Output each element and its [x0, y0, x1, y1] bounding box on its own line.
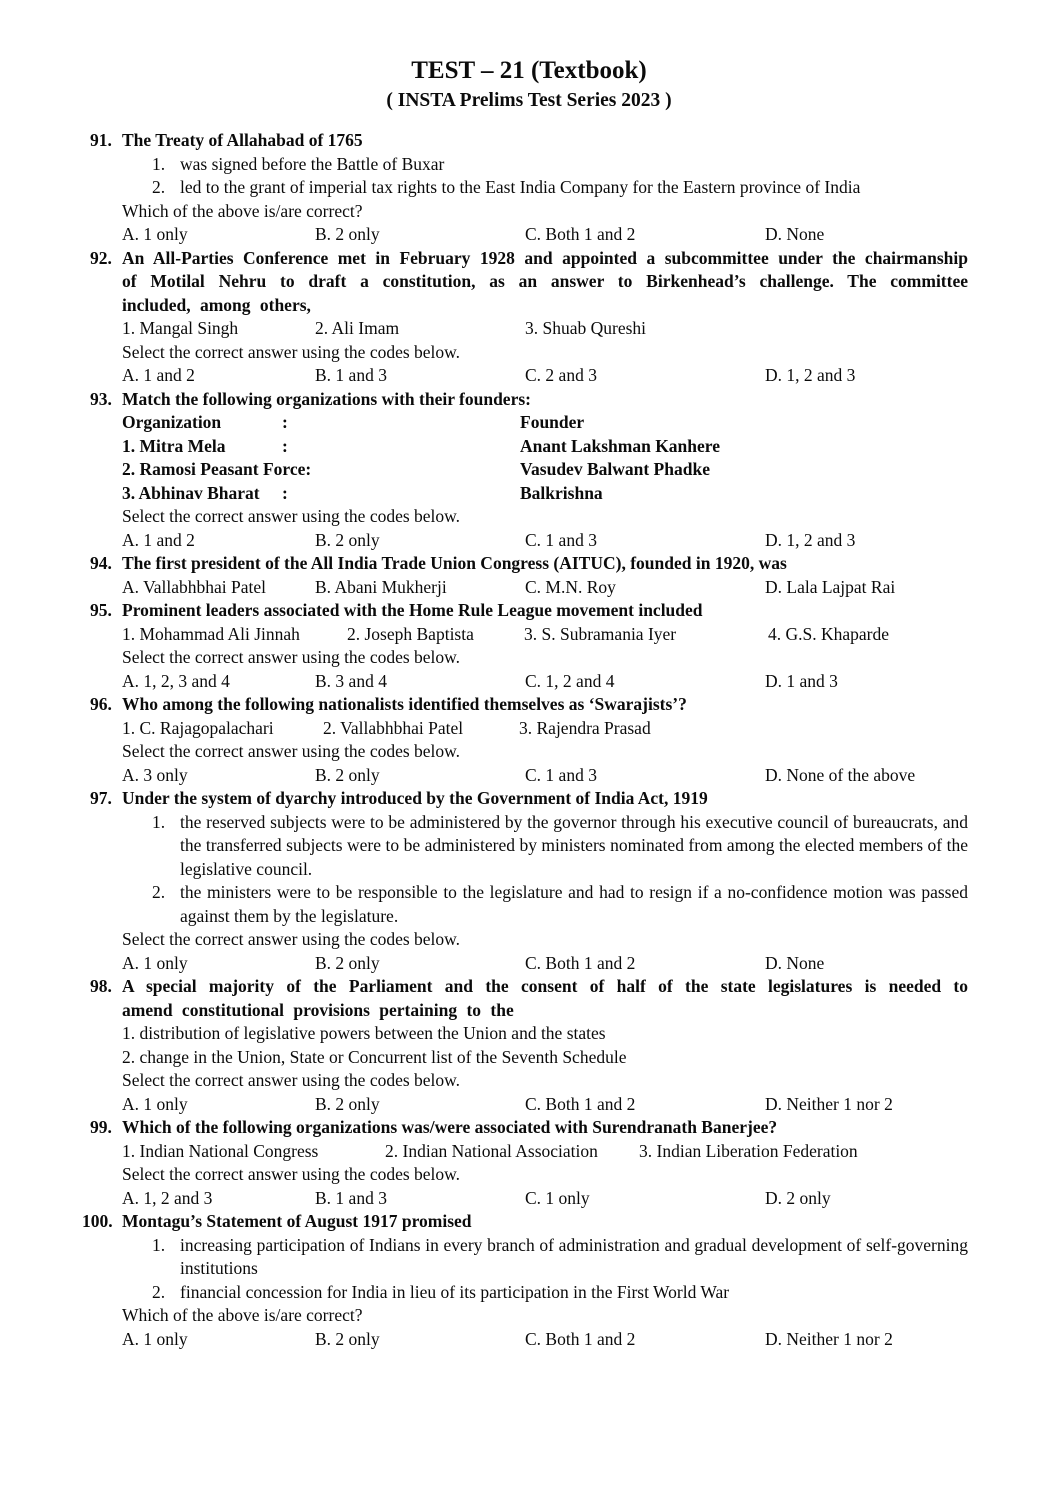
option-d: D. Neither 1 nor 2 [765, 1093, 893, 1114]
question-stem: The first president of the All India Trade Union Congress (AITUC), founded in 1920, was [122, 553, 787, 573]
page-header [90, 0, 968, 115]
match-left: 2. Ramosi Peasant Force: [122, 459, 312, 479]
statement-text: the reserved subjects were to be administered by the governor through his executive council of bureaucrats, and the transferred subjects were to be administered by ministers nominated from among the elected members of the legislative council. [180, 811, 968, 879]
question-99 [90, 1116, 968, 1210]
option-a: A. 1 only [122, 1328, 188, 1349]
statement-number: 2. [152, 1281, 166, 1302]
question-96 [90, 693, 968, 787]
option-b: B. Abani Mukherji [315, 576, 447, 597]
option-a: A. 3 only [122, 764, 188, 785]
statement-item [122, 176, 968, 200]
statement-text: increasing participation of Indians in every branch of administration and gradual development of self-governing institutions [180, 1234, 968, 1278]
options-row [122, 952, 968, 976]
which-correct-prompt: Which of the above is/are correct? [122, 200, 363, 221]
which-correct-prompt: Which of the above is/are correct? [122, 1305, 363, 1325]
question-stem: Match the following organizations with their founders: [122, 388, 531, 409]
match-colon: : [282, 412, 288, 432]
option-d: D. None of the above [765, 764, 916, 785]
question-97 [90, 787, 968, 975]
questions [82, 129, 968, 1351]
statement-number: 1. [152, 811, 166, 832]
question-stem: Who among the following nationalists identified themselves as ‘Swarajists’? [122, 694, 687, 714]
statement-number: 1. [152, 1234, 166, 1255]
question-number: 94. [90, 553, 112, 573]
option-d: D. None [765, 224, 825, 244]
match-right: Anant Lakshman Kanhere [520, 435, 721, 456]
option-d: D. 2 only [765, 1187, 831, 1208]
option-a: A. 1 only [122, 952, 188, 973]
select-codes-line: Select the correct answer using the codes below. [122, 1164, 461, 1184]
question-93 [90, 388, 968, 553]
match-row [122, 482, 968, 506]
question-95 [90, 599, 968, 693]
option-d: D. None [765, 952, 825, 973]
match-right: Vasudev Balwant Phadke [520, 459, 710, 479]
question-stem: An All-Parties Conference met in February 1928 and appointed a subcommittee under the chairmanship of Motilal Nehru to draft a constitution, as an answer to Birkenhead’s challenge. The committee included, among others, [122, 247, 968, 315]
option-a: A. 1 and 2 [122, 529, 195, 550]
options-row [122, 764, 968, 788]
question-number: 91. [90, 130, 112, 150]
item-3: 3. Shuab Qureshi [525, 318, 647, 338]
question-100 [82, 1210, 968, 1351]
option-b: B. 2 only [315, 529, 380, 550]
statement-text: led to the grant of imperial tax rights to the East India Company for the Eastern province of India [180, 177, 861, 197]
options-row [122, 670, 968, 694]
statement-item [122, 811, 968, 882]
option-c: C. 1 only [525, 1187, 590, 1208]
option-d: D. 1 and 3 [765, 670, 838, 691]
question-stem: A special majority of the Parliament and the consent of half of the state legislatures is needed to amend constitutional provisions pertaining to the [122, 976, 968, 1020]
option-c: C. 1 and 3 [525, 529, 597, 550]
question-number: 96. [90, 694, 112, 714]
question-94 [90, 552, 968, 599]
statement-text: the ministers were to be responsible to the legislature and had to resign if a no-confidence motion was passed against them by the legislature. [180, 882, 968, 926]
option-a: A. 1, 2, 3 and 4 [122, 670, 230, 691]
match-row [122, 435, 968, 459]
option-b: B. 2 only [315, 224, 380, 244]
question-number: 97. [90, 788, 112, 808]
item-4: 4. G.S. Khaparde [768, 623, 890, 644]
items-row [122, 317, 968, 341]
select-codes-line: Select the correct answer using the codes below. [122, 647, 461, 667]
question-number: 92. [90, 247, 112, 268]
item-3: 3. Rajendra Prasad [519, 717, 651, 738]
statement-item [122, 153, 968, 177]
option-b: B. 2 only [315, 1093, 380, 1114]
options-row [122, 1328, 968, 1352]
select-codes-line: Select the correct answer using the codes below. [122, 741, 461, 761]
option-c: C. Both 1 and 2 [525, 1093, 636, 1114]
question-91 [90, 129, 968, 247]
item-2: 2. Indian National Association [385, 1140, 598, 1161]
statement-number: 1. [152, 153, 166, 174]
question-number: 95. [90, 600, 112, 620]
select-codes-line: Select the correct answer using the codes below. [122, 929, 461, 949]
question-stem: Montagu’s Statement of August 1917 promised [122, 1211, 472, 1231]
statement-text: was signed before the Battle of Buxar [180, 153, 445, 174]
option-a: A. 1 only [122, 1093, 188, 1114]
item-3: 3. Indian Liberation Federation [639, 1140, 858, 1161]
statement-number: 2. [152, 882, 166, 902]
options-row [122, 223, 968, 247]
items-row [122, 717, 968, 741]
statement-line: 2. change in the Union, State or Concurrent list of the Seventh Schedule [122, 1046, 627, 1067]
options-row [122, 576, 968, 600]
select-codes-line: Select the correct answer using the codes below. [122, 1070, 461, 1090]
statement-item [122, 881, 968, 928]
item-1: 1. Mohammad Ali Jinnah [122, 623, 300, 644]
match-row [122, 458, 968, 482]
match-right: Founder [520, 412, 585, 432]
statement-text: financial concession for India in lieu of its participation in the First World War [180, 1281, 730, 1302]
option-a: A. 1 only [122, 224, 188, 244]
question-number: 93. [90, 388, 112, 409]
statement-item [122, 1281, 968, 1305]
match-colon: : [282, 435, 288, 456]
option-c: C. 2 and 3 [525, 365, 597, 385]
option-d: D. Lala Lajpat Rai [765, 576, 896, 597]
option-b: B. 2 only [315, 952, 380, 973]
question-stem: The Treaty of Allahabad of 1765 [122, 130, 363, 150]
option-a: A. 1, 2 and 3 [122, 1187, 213, 1208]
statement-number: 2. [152, 177, 166, 197]
question-number: 98. [90, 976, 112, 996]
question-number: 100. [82, 1211, 113, 1231]
match-left: Organization [122, 412, 222, 432]
option-c: C. M.N. Roy [525, 576, 616, 597]
match-right: Balkrishna [520, 482, 603, 503]
options-row [122, 529, 968, 553]
option-b: B. 1 and 3 [315, 365, 387, 385]
match-colon: : [282, 482, 288, 503]
question-stem: Prominent leaders associated with the Home Rule League movement included [122, 600, 703, 620]
statement-item [122, 1234, 968, 1281]
item-1: 1. Indian National Congress [122, 1140, 319, 1161]
statement-line: 1. distribution of legislative powers between the Union and the states [122, 1023, 606, 1043]
options-row [122, 364, 968, 388]
item-2: 2. Joseph Baptista [347, 623, 474, 644]
option-c: C. Both 1 and 2 [525, 1328, 636, 1349]
match-left: 1. Mitra Mela [122, 435, 226, 456]
item-1: 1. C. Rajagopalachari [122, 717, 274, 738]
item-1: 1. Mangal Singh [122, 318, 239, 338]
select-codes-line: Select the correct answer using the codes below. [122, 506, 461, 526]
option-c: C. 1 and 3 [525, 764, 597, 785]
question-92 [90, 247, 968, 388]
option-c: C. Both 1 and 2 [525, 952, 636, 973]
option-b: B. 3 and 4 [315, 670, 387, 691]
item-2: 2. Ali Imam [315, 318, 400, 338]
question-number: 99. [90, 1117, 112, 1137]
option-b: B. 2 only [315, 764, 380, 785]
match-row [122, 411, 968, 435]
item-3: 3. S. Subramania Iyer [524, 623, 677, 644]
option-c: C. 1, 2 and 4 [525, 670, 615, 691]
option-a: A. 1 and 2 [122, 365, 195, 385]
items-row [122, 623, 968, 647]
test-title: TEST – 21 (Textbook) [411, 57, 647, 84]
question-98 [90, 975, 968, 1116]
select-codes-line: Select the correct answer using the codes below. [122, 341, 461, 362]
items-row [122, 1140, 968, 1164]
match-left: 3. Abhinav Bharat [122, 482, 260, 503]
option-b: B. 1 and 3 [315, 1187, 387, 1208]
option-a: A. Vallabhbhai Patel [122, 576, 267, 597]
option-d: D. 1, 2 and 3 [765, 529, 856, 550]
test-series-subtitle: ( INSTA Prelims Test Series 2023 ) [386, 90, 672, 111]
options-row [122, 1187, 968, 1211]
option-d: D. Neither 1 nor 2 [765, 1328, 893, 1349]
option-c: C. Both 1 and 2 [525, 224, 636, 244]
question-stem: Which of the following organizations was/were associated with Surendranath Banerjee? [122, 1117, 778, 1137]
options-row [122, 1093, 968, 1117]
question-stem: Under the system of dyarchy introduced by the Government of India Act, 1919 [122, 788, 708, 808]
item-2: 2. Vallabhbhai Patel [323, 717, 464, 738]
option-d: D. 1, 2 and 3 [765, 365, 856, 385]
option-b: B. 2 only [315, 1328, 380, 1349]
